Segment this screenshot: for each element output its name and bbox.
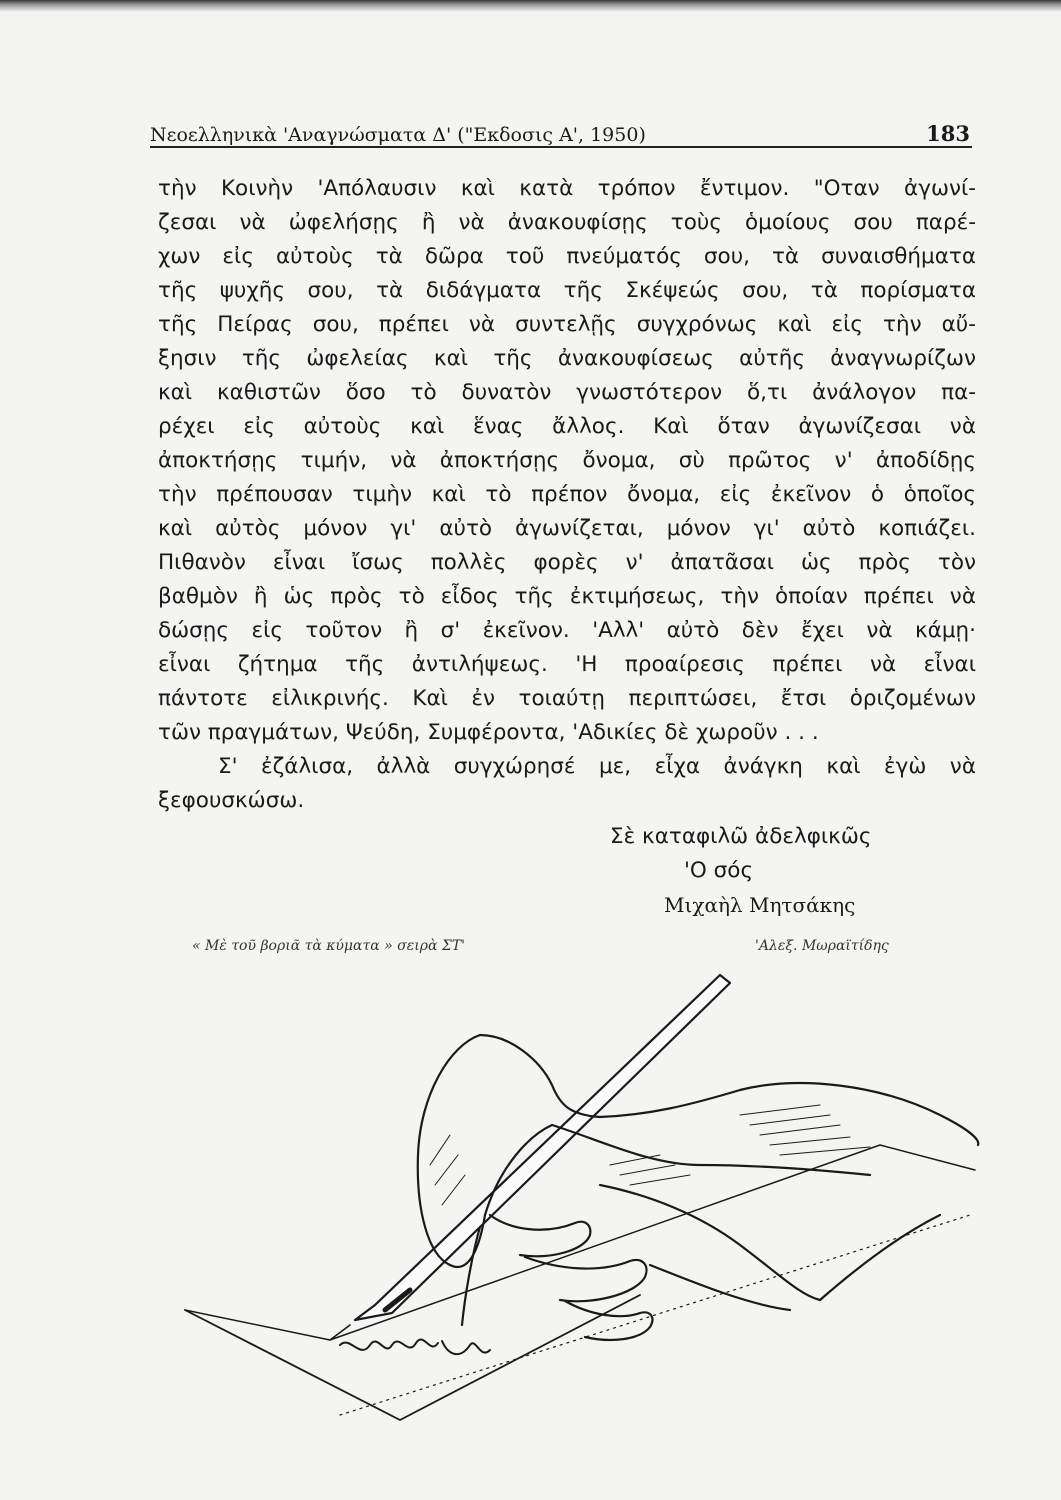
text-line: ξεφουσκώσω. [158, 788, 305, 813]
text-line: τὴν πρέπουσαν τιμὴν καὶ τὸ πρέπον ὄνομα, εἰς ἐκεῖνον ὁ ὁποῖος [158, 482, 976, 507]
letter-signature [610, 820, 930, 922]
text-line: καὶ αὐτὸς μόνον γι' αὐτὸ ἀγωνίζεται, μόνον γι' αὐτὸ κοπιάζει. [158, 516, 976, 541]
running-header-title: Νεοελληνικὰ 'Αναγνώσματα Δ' ("Εκδοσις Α', 1950) [150, 124, 646, 146]
header-rule [150, 146, 972, 148]
source-caption: « Μὲ τοῦ βοριᾶ τὰ κύματα » σειρὰ ΣΤ' [192, 938, 465, 954]
text-line: ἀποκτήσῃς τιμήν, νὰ ἀποκτήσῃς ὄνομα, σὺ πρῶτος ν' ἀποδίδῃς [158, 448, 976, 473]
author-caption: 'Αλεξ. Μωραϊτίδης [755, 938, 889, 954]
text-line: καὶ καθιστῶν ὅσο τὸ δυνατὸν γνωστότερον ὅ,τι ἀνάλογον πα- [158, 380, 976, 405]
text-line: τὴν Κοινὴν 'Απόλαυσιν καὶ κατὰ τρόπον ἔντιμον. "Οταν ἀγωνί- [158, 176, 976, 201]
text-line: τῆς ψυχῆς σου, τὰ διδάγματα τῆς Σκέψεώς σου, τὰ πορίσματα [158, 278, 976, 303]
text-line: βαθμὸν ἢ ὡς πρὸς τὸ εἶδος τῆς ἐκτιμήσεως, τὴν ὁποίαν πρέπει νὰ [158, 584, 976, 609]
page-number: 183 [926, 121, 970, 146]
text-line: δώσῃς εἰς τοῦτον ἢ σ' ἐκεῖνον. 'Αλλ' αὐτὸ δὲν ἔχει νὰ κάμῃ· [158, 618, 976, 643]
text-line: εἶναι ζήτημα τῆς ἀντιλήψεως. 'Η προαίρεσις πρέπει νὰ εἶναι [158, 652, 976, 677]
body-text [158, 172, 976, 818]
hand-writing-illustration [180, 965, 980, 1445]
signature-name: Μιχαὴλ Μητσάκης [664, 893, 856, 917]
text-line: τῶν πραγμάτων, Ψεύδη, Συμφέροντα, 'Αδικίες δὲ χωροῦν . . . [158, 720, 819, 745]
signature-yours: 'Ο σός [684, 858, 754, 883]
text-line: ζεσαι νὰ ὠφελήσῃς ἢ νὰ ἀνακουφίσῃς τοὺς ὁμοίους σου παρέ- [158, 210, 976, 235]
text-line: πάντοτε εἰλικρινής. Καὶ ἐν τοιαύτῃ περιπτώσει, ἔτσι ὁριζομένων [158, 686, 976, 711]
text-line: τῆς Πείρας σου, πρέπει νὰ συντελῇς συγχρόνως καὶ εἰς τὴν αὔ- [158, 312, 976, 337]
signature-closing: Σὲ καταφιλῶ ἀδελφικῶς [610, 824, 872, 849]
text-line: ρέχει εἰς αὐτοὺς καὶ ἕνας ἄλλος. Καὶ ὅταν ἀγωνίζεσαι νὰ [158, 414, 976, 439]
page-top-edge [0, 0, 1061, 12]
running-header [150, 112, 970, 146]
text-line: Πιθανὸν εἶναι ἴσως πολλὲς φορὲς ν' ἀπατᾶσαι ὡς πρὸς τὸν [158, 550, 976, 575]
text-line: χων εἰς αὐτοὺς τὰ δῶρα τοῦ πνεύματός σου, τὰ συναισθήματα [158, 244, 976, 269]
text-line: Σ' ἐζάλισα, ἀλλὰ συγχώρησέ με, εἶχα ἀνάγκη καὶ ἐγὼ νὰ [218, 754, 976, 779]
text-line: ξησιν τῆς ὠφελείας καὶ τῆς ἀνακουφίσεως αὐτῆς ἀναγνωρίζων [158, 346, 976, 371]
